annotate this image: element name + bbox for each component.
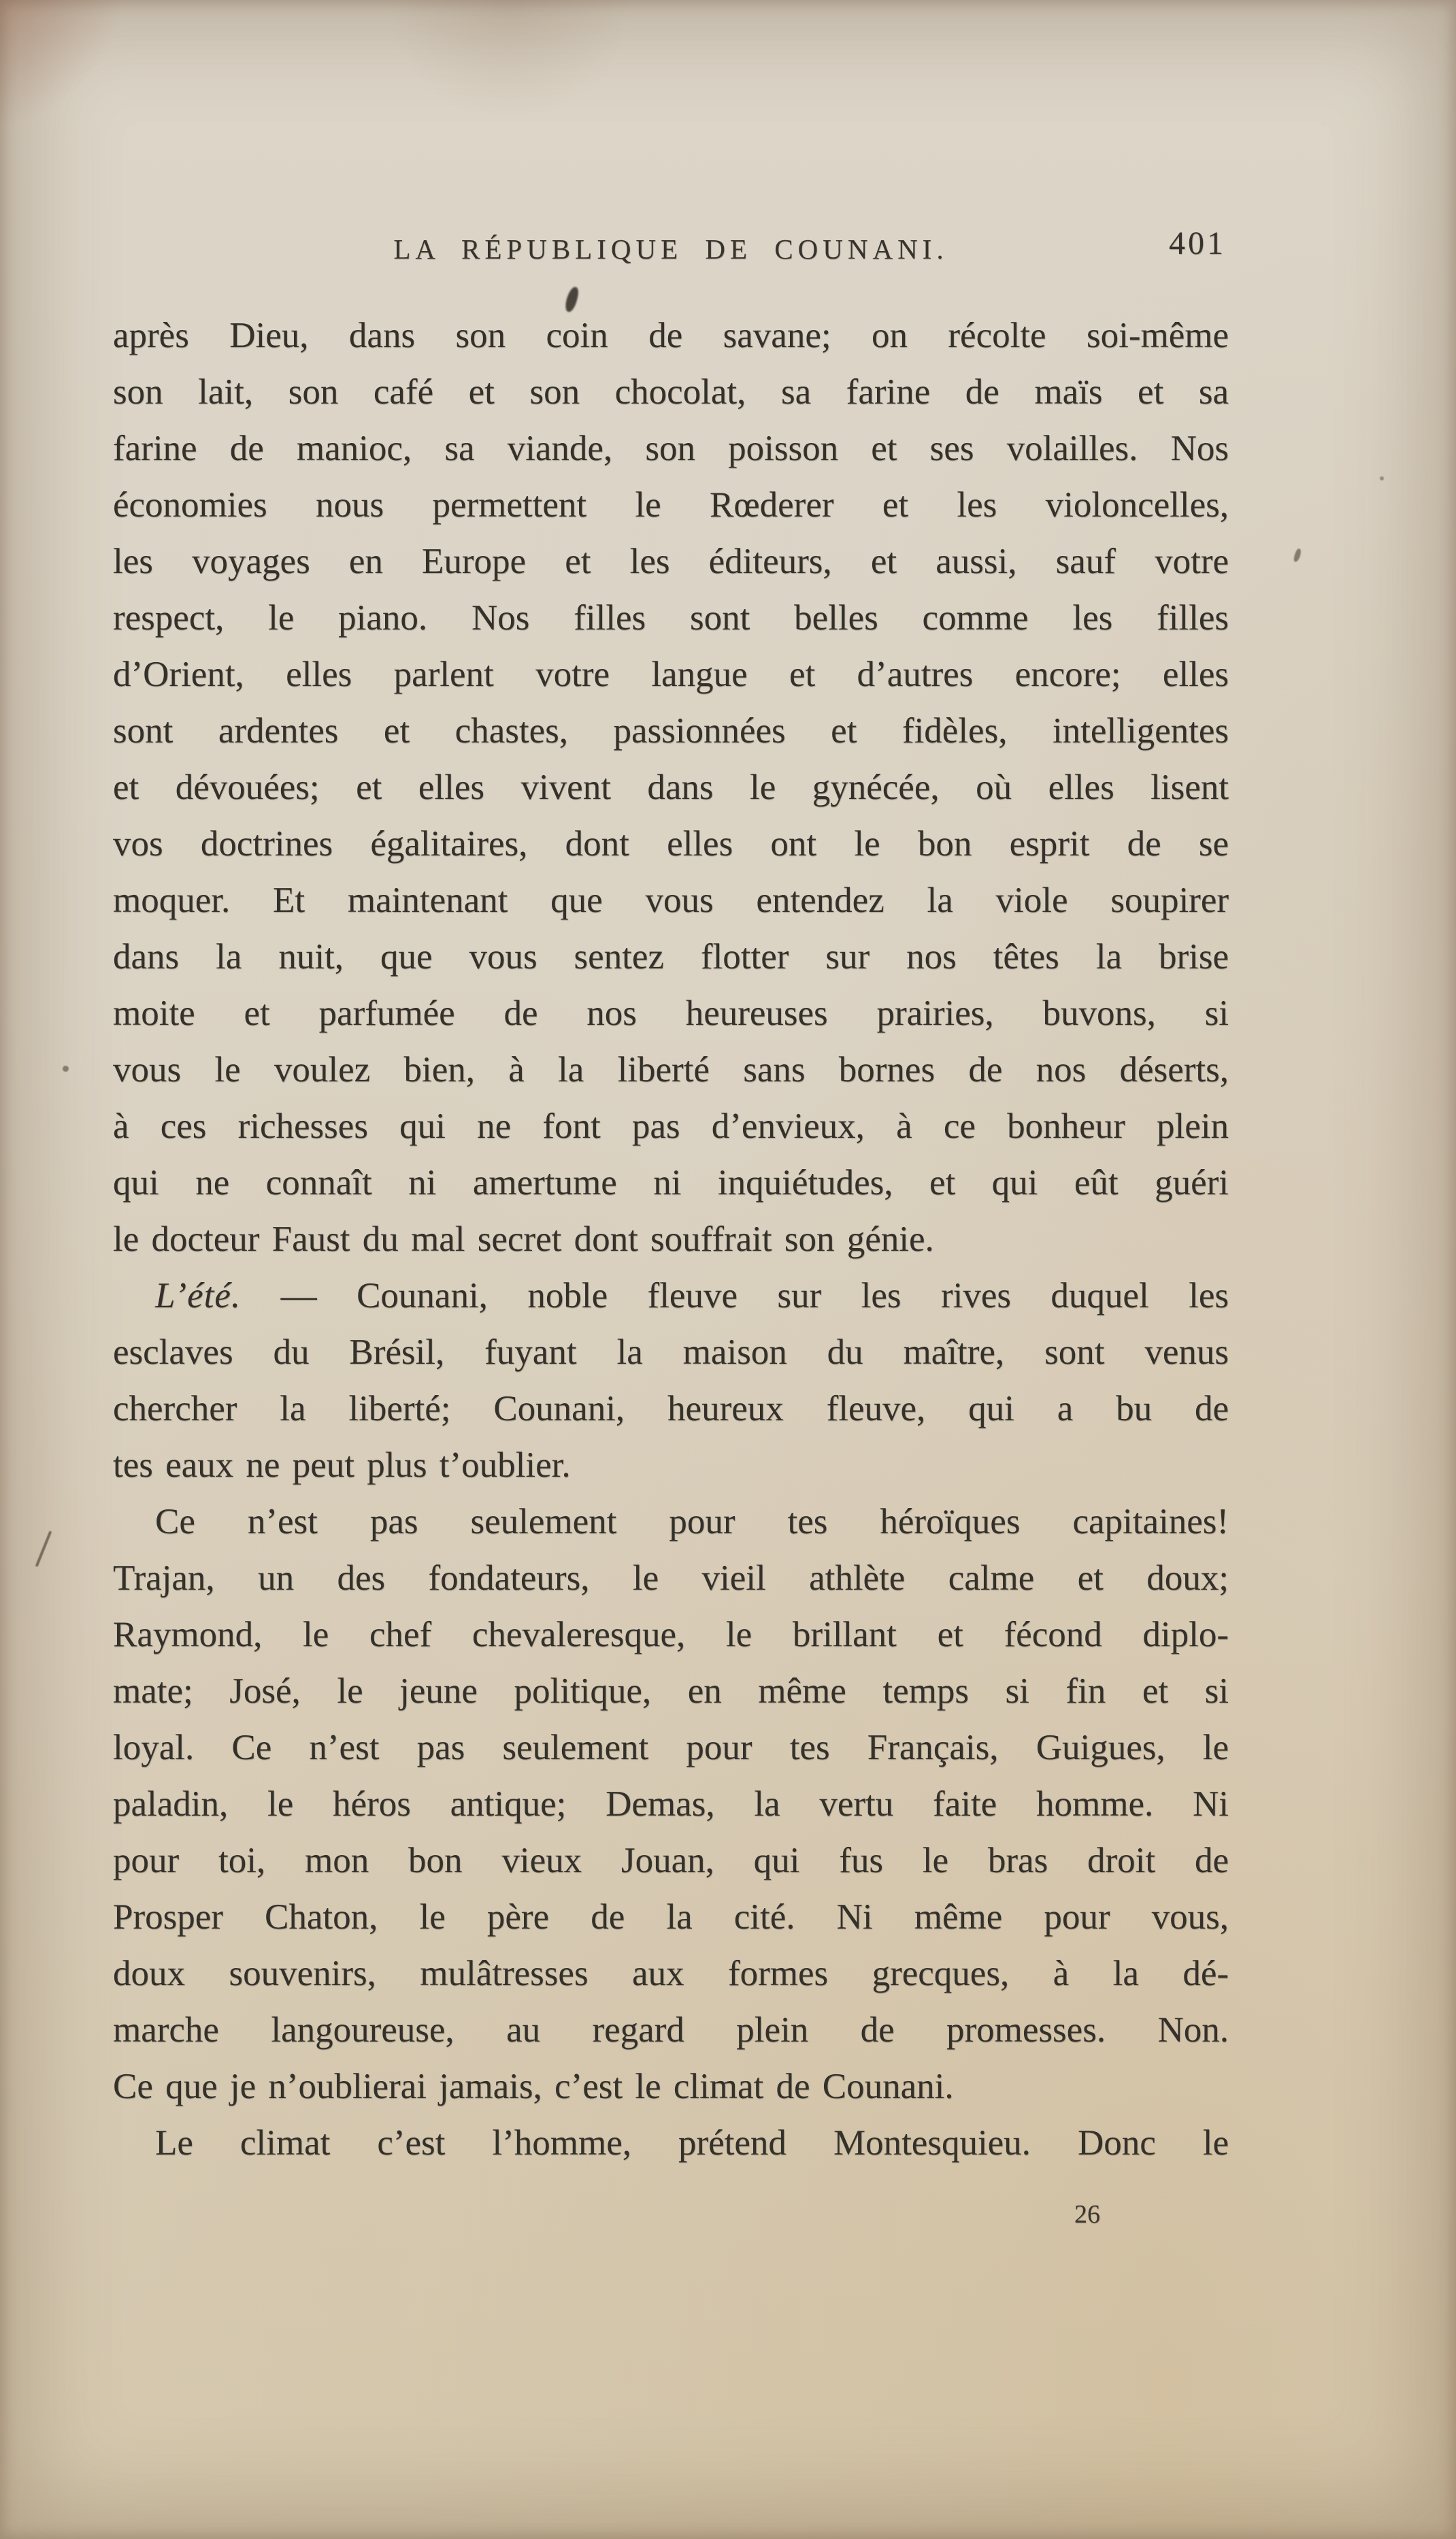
text-line: après Dieu, dans son coin de savane; on récolte soi-même [113, 316, 1229, 355]
text-line: doux souvenirs, mulâtresses aux formes grecques, à la dé- [113, 1954, 1229, 1993]
text-line: Prosper Chaton, le père de la cité. Ni même pour vous, [113, 1897, 1229, 1937]
text-line: chercher la liberté; Counani, heureux fleuve, qui a bu de [113, 1389, 1229, 1428]
text-line: son lait, son café et son chocolat, sa farine de maïs et sa [113, 372, 1229, 412]
text-line: Ce que je n’oublierai jamais, c’est le climat de Counani. [113, 2067, 954, 2106]
text-line: dans la nuit, que vous sentez flotter sur nos têtes la brise [113, 937, 1229, 977]
text-line: Trajan, un des fondateurs, le vieil athlète calme et doux; [113, 1558, 1229, 1598]
signature-mark: 26 [1074, 2200, 1100, 2229]
text-line: marche langoureuse, au regard plein de promesses. Non. [113, 2010, 1229, 2050]
text-line: moite et parfumée de nos heureuses prairies, buvons, si [113, 994, 1229, 1033]
text-line: moquer. Et maintenant que vous entendez la viole soupirer [113, 881, 1229, 920]
italic-lead: L’été. [155, 1276, 242, 1315]
text-line: paladin, le héros antique; Demas, la vertu faite homme. Ni [113, 1784, 1229, 1824]
paper-speck [1380, 476, 1384, 480]
text-line: loyal. Ce n’est pas seulement pour tes Français, Guigues, le [113, 1728, 1229, 1767]
margin-stroke [35, 1530, 52, 1567]
text-line: Ce n’est pas seulement pour tes héroïques capitaines! [155, 1502, 1229, 1541]
text-line: et dévouées; et elles vivent dans le gynécée, où elles lisent [113, 768, 1229, 807]
page-number: 401 [1169, 225, 1226, 261]
text-line: vous le voulez bien, à la liberté sans bornes de nos déserts, [113, 1050, 1229, 1090]
text-line: pour toi, mon bon vieux Jouan, qui fus le bras droit de [113, 1841, 1229, 1880]
stray-apostrophe-mark [1293, 548, 1302, 562]
margin-dot [63, 1066, 69, 1072]
text-line: vos doctrines égalitaires, dont elles ont le bon esprit de se [113, 824, 1229, 864]
text-block [113, 308, 1229, 2172]
text-line: tes eaux ne peut plus t’oublier. [113, 1445, 571, 1485]
text-line: esclaves du Brésil, fuyant la maison du maître, sont venus [113, 1332, 1229, 1372]
text-line: d’Orient, elles parlent votre langue et d’autres encore; elles [113, 655, 1229, 694]
running-title: LA RÉPUBLIQUE DE COUNANI. [393, 233, 948, 265]
text-line: le docteur Faust du mal secret dont souffrait son génie. [113, 1219, 934, 1259]
text-line: à ces richesses qui ne font pas d’envieux, à ce bonheur plein [113, 1107, 1229, 1146]
text-line: L’été. — Counani, noble fleuve sur les rives duquel les [155, 1276, 1229, 1315]
text-line: économies nous permettent le Rœderer et les violoncelles, [113, 485, 1229, 525]
text-line: Raymond, le chef chevaleresque, le brillant et fécond diplo- [113, 1615, 1229, 1654]
page-header [113, 225, 1229, 272]
text-line: mate; José, le jeune politique, en même temps si fin et si [113, 1671, 1229, 1711]
text-line: qui ne connaît ni amertume ni inquiétudes, et qui eût guéri [113, 1163, 1229, 1202]
text-line: respect, le piano. Nos filles sont belles comme les filles [113, 598, 1229, 638]
text-line: sont ardentes et chastes, passionnées et fidèles, intelligentes [113, 711, 1229, 751]
text-line: les voyages en Europe et les éditeurs, et aussi, sauf votre [113, 542, 1229, 581]
text-line: farine de manioc, sa viande, son poisson et ses volailles. Nos [113, 429, 1229, 468]
text-line: Le climat c’est l’homme, prétend Montesquieu. Donc le [155, 2123, 1229, 2163]
